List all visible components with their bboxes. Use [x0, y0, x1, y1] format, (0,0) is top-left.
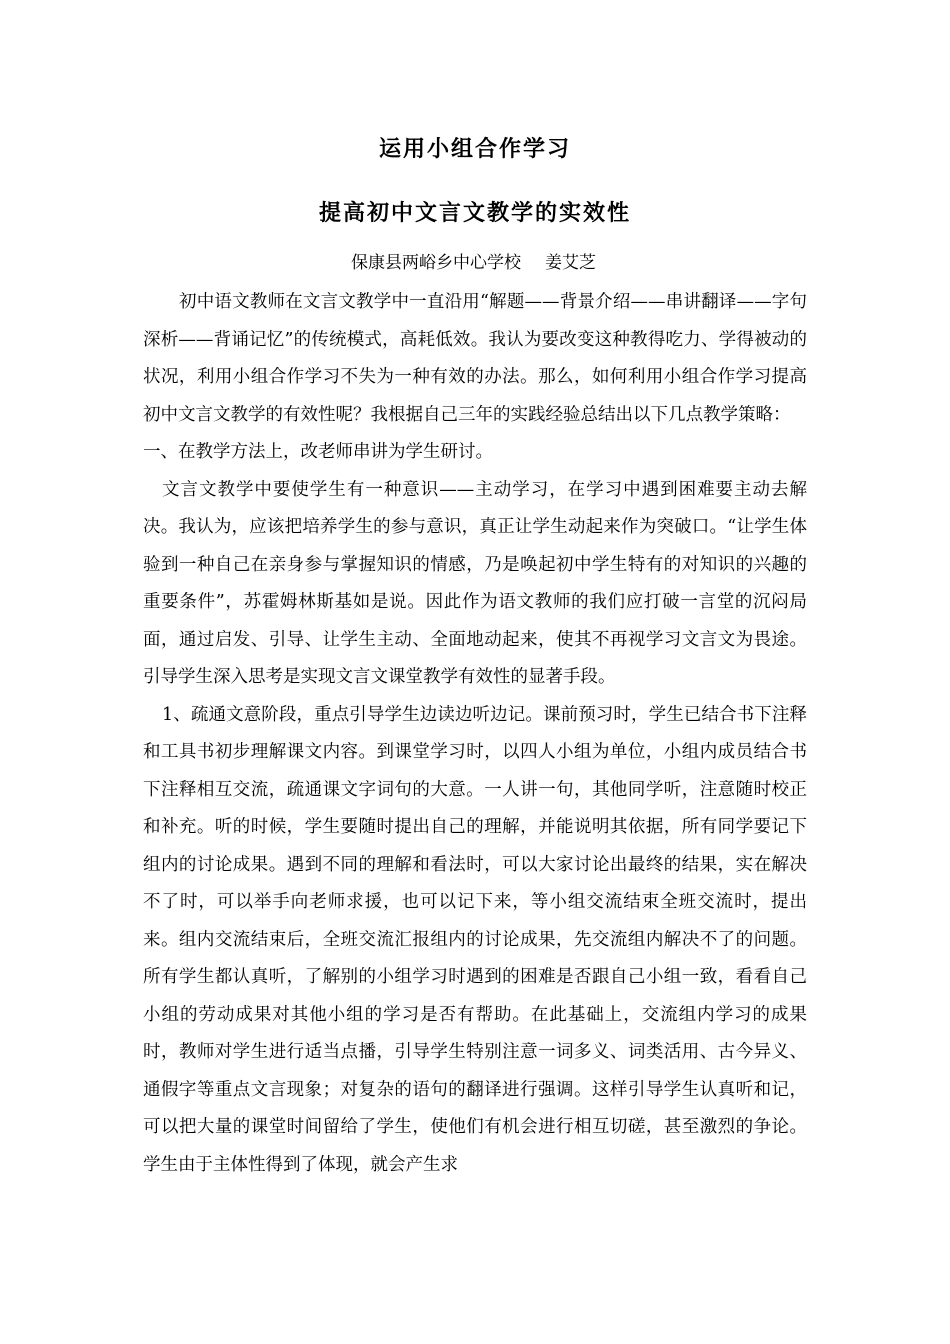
document-body [143, 284, 807, 1184]
paragraph-intro: 初中语文教师在文言文教学中一直沿用“解题——背景介绍——串讲翻译——字句深析——背诵记忆”的传统模式，高耗低效。我认为要改变这种教得吃力、学得被动的状况，利用小组合作学习不失为一种有效的办法。那么，如何利用小组合作学习提高初中文言文教学的有效性呢？我根据自己三年的实践经验总结出以下几点教学策略： [143, 292, 807, 425]
section-heading-1: 一、在教学方法上，改老师串讲为学生研讨。 [143, 442, 493, 462]
document-title-line-2: 提高初中文言文教学的实效性 [318, 200, 631, 226]
document-title-line-1: 运用小组合作学习 [378, 136, 571, 162]
byline [351, 250, 671, 276]
author-name: 姜艾芝 [545, 253, 596, 273]
paragraph-section-1: 文言文教学中要使学生有一种意识——主动学习，在学习中遇到困难要主动去解决。我认为，应该把培养学生的参与意识，真正让学生动起来作为突破口。“让学生体验到一种自己在亲身参与掌握知识的情感，乃是唤起初中学生特有的对知识的兴趣的重要条件”，苏霍姆林斯基如是说。因此作为语文教师的我们应打破一言堂的沉闷局面，通过启发、引导、让学生主动、全面地动起来，使其不再视学习文言文为畏途。引导学生深入思考是实现文言文课堂教学有效性的显著手段。 [143, 479, 807, 687]
school-name: 保康县两峪乡中心学校 [351, 253, 521, 273]
paragraph-point-1: 1、疏通文意阶段，重点引导学生边读边听边记。课前预习时，学生已结合书下注释和工具书初步理解课文内容。到课堂学习时，以四人小组为单位，小组内成员结合书下注释相互交流，疏通课文字词句的大意。一人讲一句，其他同学听，注意随时校正和补充。听的时候，学生要随时提出自己的理解，并能说明其依据，所有同学要记下组内的讨论成果。遇到不同的理解和看法时，可以大家讨论出最终的结果，实在解决不了时，可以举手向老师求援，也可以记下来，等小组交流结束全班交流时，提出来。组内交流结束后，全班交流汇报组内的讨论成果，先交流组内解决不了的问题。所有学生都认真听，了解别的小组学习时遇到的困难是否跟自己小组一致，看看自己小组的劳动成果对其他小组的学习是否有帮助。在此基础上，交流组内学习的成果时，教师对学生进行适当点播，引导学生特别注意一词多义、词类活用、古今异义、通假字等重点文言现象；对复杂的语句的翻译进行强调。这样引导学生认真听和记，可以把大量的课堂时间留给了学生，使他们有机会进行相互切磋，甚至激烈的争论。学生由于主体性得到了体现，就会产生求 [143, 704, 807, 1175]
